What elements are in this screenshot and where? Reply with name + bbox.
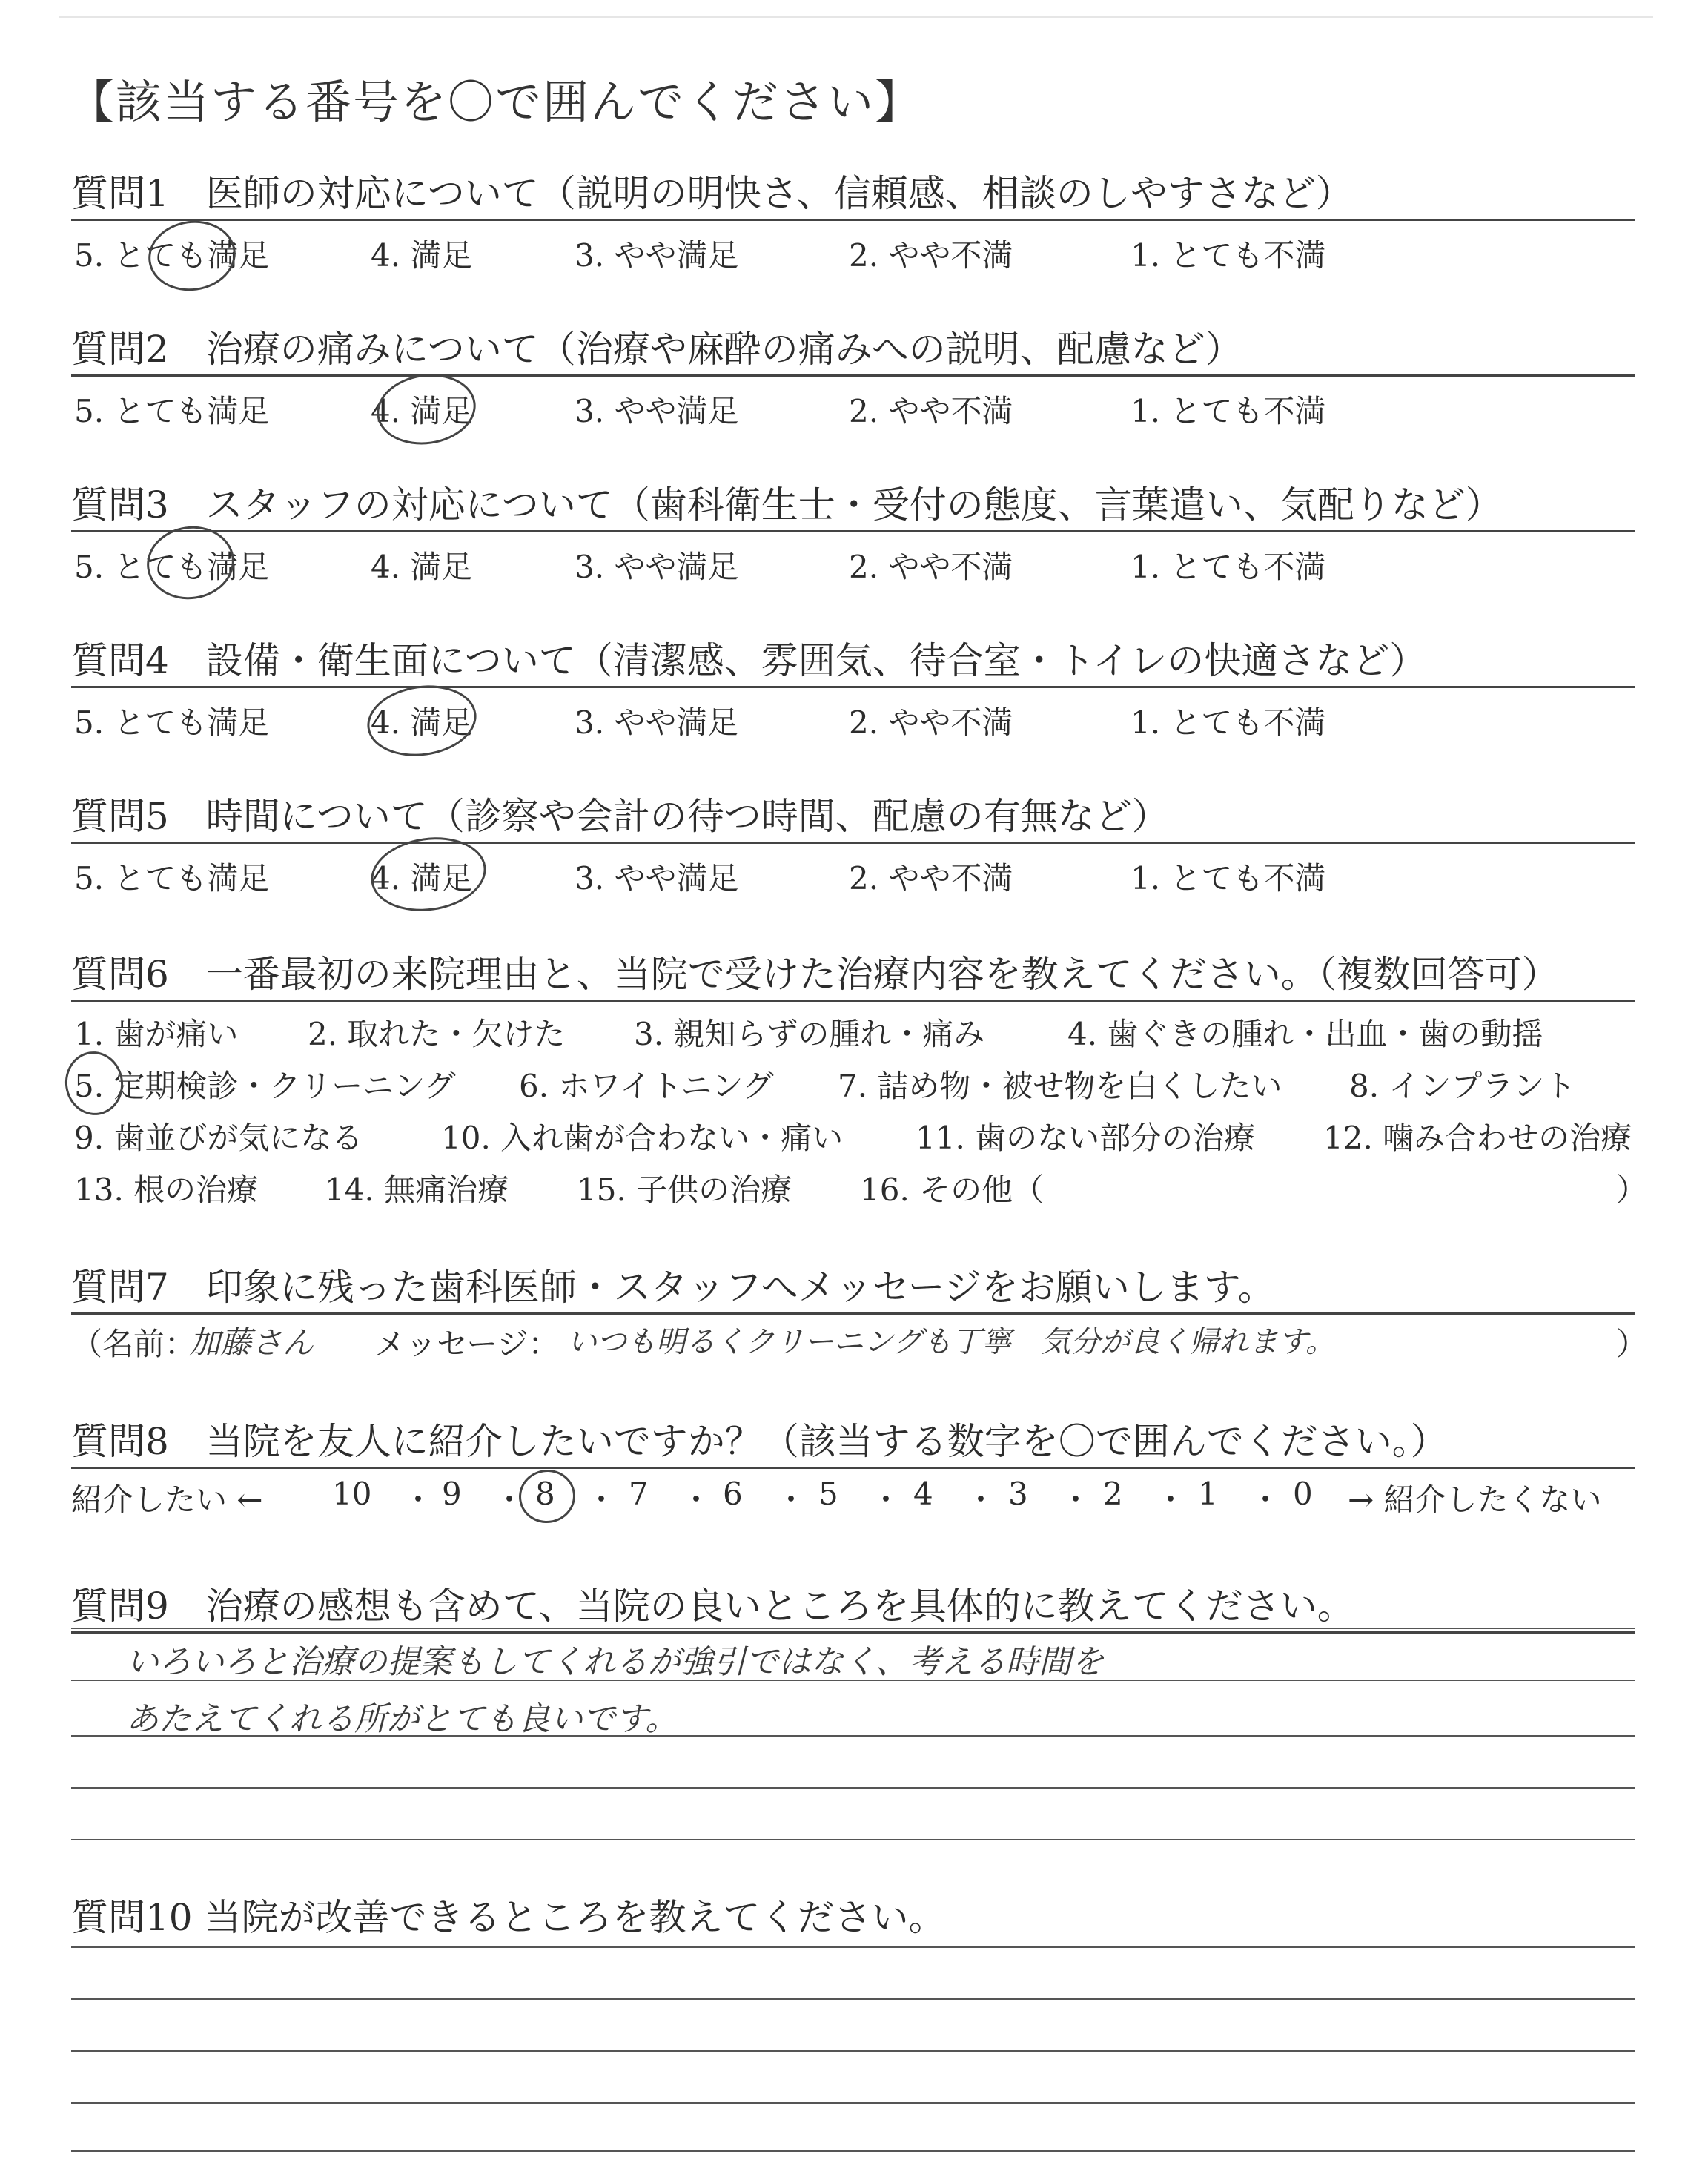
top-border [59, 16, 1653, 18]
q6-option-14[interactable]: 14. 無痛治療 [325, 1172, 509, 1208]
q1-option-1[interactable]: 1. とても不満 [1131, 237, 1326, 274]
question-6-label: 質問6 一番最初の来院理由と、当院で受けた治療内容を教えてください。（複数回答可） [71, 953, 1559, 996]
q8-sep: ・ [775, 1482, 807, 1518]
question-9-label: 質問9 治療の感想も含めて、当院の良いところを具体的に教えてください。 [71, 1585, 1354, 1628]
q5-option-3[interactable]: 3. やや満足 [575, 860, 739, 896]
q8-scale-9[interactable]: 9 [442, 1476, 462, 1512]
question-6-header [71, 940, 1635, 1002]
q6-option-11[interactable]: 11. 歯のない部分の治療 [916, 1120, 1256, 1156]
q8-sep: ・ [1060, 1482, 1092, 1518]
q5-option-1[interactable]: 1. とても不満 [1131, 860, 1326, 896]
q2-answer-circle [372, 368, 480, 451]
q8-sep: ・ [870, 1482, 902, 1518]
question-5-label: 質問5 時間について（診察や会計の待つ時間、配慮の有無など） [71, 795, 1169, 838]
q4-option-5[interactable]: 5. とても満足 [74, 704, 270, 741]
q6-option-15[interactable]: 15. 子供の治療 [577, 1172, 792, 1208]
q6-option-8[interactable]: 8. インプラント [1349, 1068, 1576, 1104]
q8-scale-10[interactable]: 10 [332, 1476, 372, 1512]
q8-sep: ・ [681, 1482, 712, 1518]
q9-line-1 [71, 1628, 1635, 1629]
question-3-header [71, 471, 1635, 532]
question-10-header [71, 1883, 1635, 1943]
q9-answer-line-1[interactable]: いろいろと治療の提案もしてくれるが強引ではなく、考える時間を [126, 1643, 1105, 1681]
q8-sep: ・ [586, 1482, 618, 1518]
q10-line-2 [71, 1998, 1635, 2000]
page-title: 【該当する番号を〇で囲んでください】 [68, 75, 923, 129]
q7-name-value[interactable]: 加藤さん [189, 1324, 314, 1361]
q8-right-label: → 紹介したくない [1348, 1482, 1602, 1518]
q6-option-7[interactable]: 7. 詰め物・被せ物を白くしたい [838, 1068, 1282, 1104]
question-10-label: 質問10 当院が改善できるところを教えてください。 [71, 1896, 946, 1939]
q4-option-2[interactable]: 2. やや不満 [849, 704, 1013, 741]
q8-scale-3[interactable]: 3 [1008, 1476, 1028, 1512]
q2-option-3[interactable]: 3. やや満足 [575, 393, 739, 429]
q8-left-label: 紹介したい ← [71, 1482, 263, 1518]
q9-line-4 [71, 1787, 1635, 1789]
q9-line-5 [71, 1839, 1635, 1840]
q3-option-1[interactable]: 1. とても不満 [1131, 549, 1326, 585]
question-4-header [71, 627, 1635, 688]
question-1-header [71, 159, 1635, 221]
q8-scale-7[interactable]: 7 [629, 1476, 649, 1512]
question-8-label: 質問8 当院を友人に紹介したいですか？（該当する数字を〇で囲んでください。） [71, 1420, 1448, 1463]
q3-option-5[interactable]: 5. とても満足 [74, 549, 270, 585]
q5-option-5[interactable]: 5. とても満足 [74, 860, 270, 896]
q8-scale-8[interactable]: 8 [535, 1476, 555, 1512]
q6-option-12[interactable]: 12. 噛み合わせの治療 [1323, 1120, 1632, 1156]
q4-option-3[interactable]: 3. やや満足 [575, 704, 739, 741]
q8-scale-2[interactable]: 2 [1103, 1476, 1123, 1512]
question-4-label: 質問4 設備・衛生面について（清潔感、雰囲気、待合室・トイレの快適さなど） [71, 639, 1427, 682]
q8-scale-5[interactable]: 5 [818, 1476, 838, 1512]
q8-sep: ・ [1250, 1482, 1282, 1518]
q10-line-5 [71, 2150, 1635, 2152]
q8-answer-circle [515, 1466, 578, 1527]
q4-answer-circle [363, 678, 481, 763]
q3-option-2[interactable]: 2. やや不満 [849, 549, 1013, 585]
q6-option-5[interactable]: 5. 定期検診・クリーニング [74, 1068, 456, 1104]
q6-other-close: ） [1616, 1172, 1648, 1208]
q8-scale-6[interactable]: 6 [723, 1476, 743, 1512]
q3-answer-circle [142, 521, 239, 604]
q6-option-16[interactable]: 16. その他（ [860, 1172, 1045, 1208]
q8-sep: ・ [1155, 1482, 1187, 1518]
question-2-label: 質問2 治療の痛みについて（治療や麻酔の痛みへの説明、配慮など） [71, 328, 1242, 371]
question-3-label: 質問3 スタッフの対応について（歯科衛生士・受付の態度、言葉遣い、気配りなど） [71, 483, 1503, 526]
question-5-header [71, 782, 1635, 844]
q6-option-6[interactable]: 6. ホワイトニング [519, 1068, 774, 1104]
q1-option-2[interactable]: 2. やや不満 [849, 237, 1013, 274]
q8-sep: ・ [965, 1482, 997, 1518]
question-9-header [71, 1572, 1635, 1634]
q10-line-4 [71, 2102, 1635, 2104]
question-2-header [71, 315, 1635, 377]
q3-option-4[interactable]: 4. 満足 [371, 549, 473, 585]
q5-option-4[interactable]: 4. 満足 [371, 860, 473, 896]
q6-option-1[interactable]: 1. 歯が痛い [74, 1016, 239, 1052]
question-7-header [71, 1253, 1635, 1315]
question-1-label: 質問1 医師の対応について（説明の明快さ、信頼感、相談のしやすさなど） [71, 172, 1353, 215]
q1-option-4[interactable]: 4. 満足 [371, 237, 473, 274]
q2-option-2[interactable]: 2. やや不満 [849, 393, 1013, 429]
q8-scale-1[interactable]: 1 [1198, 1476, 1218, 1512]
q4-option-4[interactable]: 4. 満足 [371, 704, 473, 741]
q9-answer-line-2[interactable]: あたえてくれる所がとても良いです。 [126, 1700, 678, 1738]
q7-message-label: メッセージ： [374, 1326, 560, 1362]
q7-close: ） [1616, 1326, 1648, 1362]
question-8-header [71, 1407, 1635, 1469]
q5-option-2[interactable]: 2. やや不満 [849, 860, 1013, 896]
q1-option-3[interactable]: 3. やや満足 [575, 237, 739, 274]
q7-name-label: （名前： [71, 1326, 196, 1362]
q8-scale-4[interactable]: 4 [913, 1476, 933, 1512]
q10-line-3 [71, 2050, 1635, 2052]
q6-option-10[interactable]: 10. 入れ歯が合わない・痛い [441, 1120, 844, 1156]
q7-message-value[interactable]: いつも明るくクリーニングも丁寧 気分が良く帰れます。 [567, 1325, 1335, 1359]
q3-option-3[interactable]: 3. やや満足 [575, 549, 739, 585]
q1-answer-circle [144, 215, 240, 297]
q6-option-3[interactable]: 3. 親知らずの腫れ・痛み [634, 1016, 985, 1052]
q2-option-5[interactable]: 5. とても満足 [74, 393, 270, 429]
q6-option-2[interactable]: 2. 取れた・欠けた [308, 1016, 566, 1052]
q6-option-13[interactable]: 13. 根の治療 [74, 1172, 259, 1208]
q8-sep: ・ [403, 1482, 434, 1518]
q8-sep: ・ [494, 1482, 526, 1518]
q2-option-4[interactable]: 4. 満足 [371, 393, 473, 429]
q1-option-5[interactable]: 5. とても満足 [74, 237, 270, 274]
q6-answer-circle [61, 1048, 127, 1119]
q6-option-9[interactable]: 9. 歯並びが気になる [74, 1120, 363, 1156]
q10-line-1 [71, 1946, 1635, 1948]
q4-option-1[interactable]: 1. とても不満 [1131, 704, 1326, 741]
q8-scale-0[interactable]: 0 [1293, 1476, 1313, 1512]
q2-option-1[interactable]: 1. とても不満 [1131, 393, 1326, 429]
question-7-label: 質問7 印象に残った歯科医師・スタッフへメッセージをお願いします。 [71, 1266, 1275, 1309]
q6-option-4[interactable]: 4. 歯ぐきの腫れ・出血・歯の動揺 [1068, 1016, 1543, 1052]
